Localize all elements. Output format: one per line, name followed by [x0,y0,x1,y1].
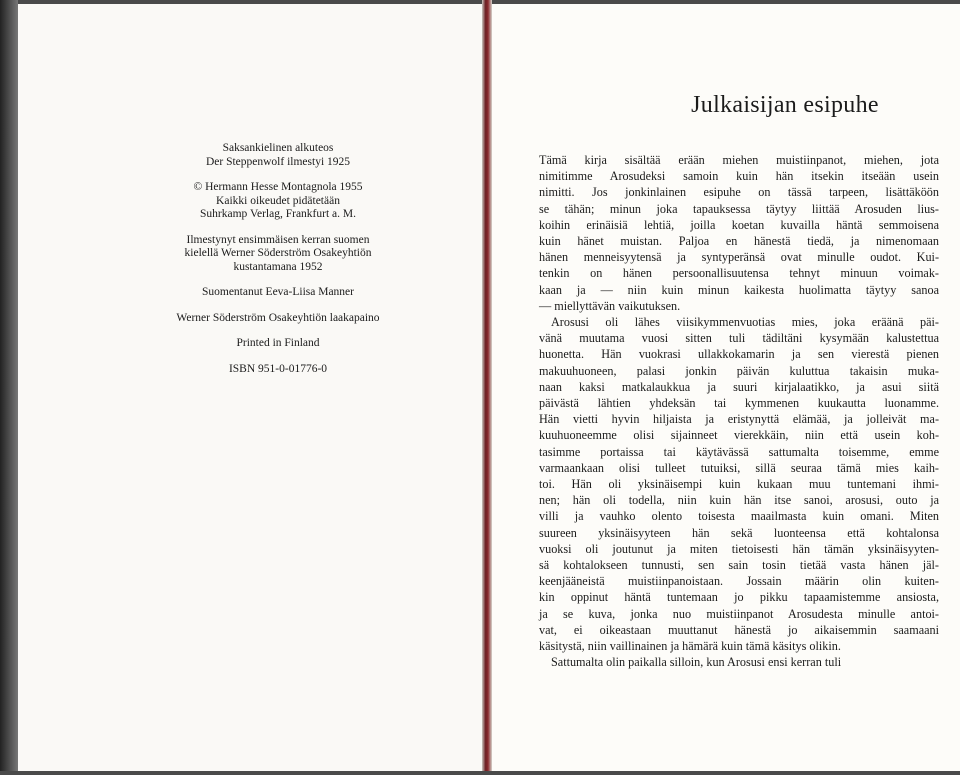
text-line: sä kohtalokseen tunnusti, sen sain tosin tietää vasta hänen jäl- [539,558,939,573]
text-line: keenjääneistä muistiinpanoistaan. Jossain määrin olin kuiten- [539,574,939,589]
colophon-line: Der Steppenwolf ilmestyi 1925 [205,155,351,168]
text-line: toi. Hän oli yksinäisempi kuin kukaan muu tuntemani ihmi- [539,477,939,492]
colophon-line: kielellä Werner Söderström Osakeyhtiön [184,247,372,259]
text-line: Arosusi oli lähes viisikymmenvuotias mies, joka eräänä päi- [551,315,939,330]
book-gutter [482,0,492,775]
text-line: Hän vietti hyvin hiljaista ja eristynyttä elämää, ja jolleivät ma- [539,412,939,427]
text-line: vuoksi oli joutunut ja miten tietoisesti hän tämän yksinäisyyten- [539,541,939,556]
scan-bottom-edge [0,771,960,775]
text-line: kuuhuoneemme olisi sijainneet vierekkäin, niin että usein koh- [539,428,939,443]
colophon-line: Suomentanut Eeva-Liisa Manner [201,286,354,298]
left-page [18,4,482,771]
text-line: se tähän; minun joka tapauksessa täytyy liittää Arosuden lius- [539,201,939,216]
colophon-gap [118,222,438,234]
colophon-line: ISBN 951-0-01776-0 [228,362,328,375]
text-line: nimitimme Arosudeksi samoin kuin hän itsekin itseään usein [539,169,939,184]
body-text [539,152,939,671]
chapter-title: Julkaisijan esipuhe [691,92,879,118]
text-line: naan kaksi matkalaukkua ja suuri kirjalaatikko, ja asui siitä [539,379,939,394]
text-line: nimitti. Jos jonkinlainen esipuhe on tässä tarpeen, lisättäköön [539,185,939,200]
text-line: Tämä kirja sisältää erään miehen muistiinpanot, miehen, jota [539,153,939,167]
colophon-gap [118,169,438,181]
text-line: — miellyttävän vaikutuksen. [539,298,681,313]
colophon-gap [118,274,438,286]
colophon-gap [118,300,438,312]
colophon [118,142,438,376]
text-line: tasimme portaissa tai käytävässä sattumalta toisemme, emme [539,444,939,459]
text-line: varmaankaan olisi tulleet tutuiksi, sillä seuraa tämä mies kaih- [539,460,939,475]
colophon-line: kustantamana 1952 [233,260,323,273]
text-line: käsitystä, niin vaillinainen ja hämärä kuin tämä käsitys olikin. [539,639,841,654]
text-line: nen; hän oli todella, niin kuin hän itse sanoi, arosusi, outo ja [539,493,939,508]
text-line: villi ja vauhko olento toisesta maailmasta kuin omani. Miten [539,509,939,524]
text-line: hänen menneisyytensä ja syntyperänsä ovat minulle oudot. Kui- [539,250,939,265]
text-line: päivästä lähtien yhdeksän tai kymmenen kuukautta luonamme. [539,396,939,411]
right-page [492,4,960,771]
text-line: Sattumalta olin paikalla silloin, kun Arosusi ensi kerran tuli [551,655,842,670]
colophon-line: Werner Söderström Osakeyhtiön laakapaino [176,311,380,324]
text-line: makuuhuoneen, palasi jonkin päivän kuluttua takaisin muka- [539,363,939,378]
colophon-line: Ilmestynyt ensimmäisen kerran suomen [186,233,370,246]
text-line: vänä muutama vuosi sitten tuli tädiltäni kysymään kalustettua [539,331,939,346]
colophon-gap [118,325,438,337]
colophon-line: Suhrkamp Verlag, Frankfurt a. M. [200,208,356,220]
text-line: suureen yksinäisyyteen hän sekä luonteensa että kohtalonsa [539,525,939,540]
text-line: huonetta. Hän vuokrasi ullakkokamarin ja sen vierestä pienen [539,347,939,362]
text-line: ja se kuva, jonka nuo muistiinpanot Arosudesta minulle antoi- [539,606,939,621]
book-edge-left [0,0,18,775]
colophon-line: Saksankielinen alkuteos [222,142,334,154]
colophon-line: Kaikki oikeudet pidätetään [216,194,340,207]
text-line: koihin erinäisiä lehtiä, joilla koetan kuvailla häntä semmoisena [539,217,939,232]
text-line: vat, ei oikeastaan muuttanut hänestä jo aikaisemmin saamaani [539,622,939,637]
colophon-line: © Hermann Hesse Montagnola 1955 [193,181,363,193]
text-line: tenkin on hänen persoonallisuutensa tehnyt minuun voimak- [539,266,939,281]
text-line: kin oppinut häntä tuntemaan jo pikku tapaamistemme ansiosta, [539,590,939,605]
colophon-gap [118,351,438,363]
colophon-line: Printed in Finland [236,337,320,349]
text-line: kaan ja — niin kuin minun kaikesta huolimatta täytyy sanoa [539,282,939,297]
text-line: kuin hänet muistan. Paljoa en hänestä tiedä, ja nimenomaan [539,234,939,249]
